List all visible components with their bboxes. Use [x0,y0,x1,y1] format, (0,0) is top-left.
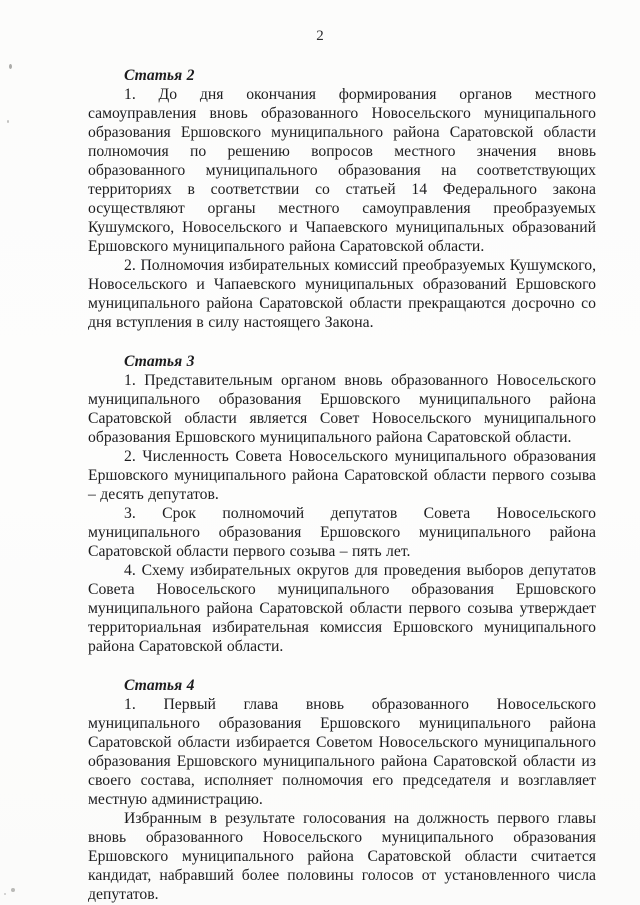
paragraph: 4. Схему избирательных округов для проведения выборов депутатов Совета Новосельского муниципального образования Ершовского муниципального района Саратовской области первого созыва утверждает территориальная избирательная комиссия Ершовского муниципального района Саратовской области. [88,562,596,655]
paragraph: 1. Представительным органом вновь образованного Новосельского муниципального образования Ершовского муниципального района Саратовской области является Совет Новосельского муниципального образования Ершовского муниципального района Саратовской области. [88,372,596,446]
scan-artifact [9,64,12,69]
document-content [88,66,596,904]
scan-artifact [7,120,9,123]
paragraph: 3. Срок полномочий депутатов Совета Новосельского муниципального образования Ершовского муниципального района Саратовской области первого созыва – пять лет. [88,505,596,560]
paragraph: 2. Полномочия избирательных комиссий преобразуемых Кушумского, Новосельского и Чапаевского муниципальных образований Ершовского муниципального района Саратовской области прекращаются досрочно со дня вступления в силу настоящего Закона. [88,257,596,331]
section-heading-article-2: Статья 2 [124,67,195,84]
paragraph: 1. Первый глава вновь образованного Новосельского муниципального образования Ершовского муниципального района Саратовской области избирается Советом Новосельского муниципального образования Ершовского муниципального района Саратовской области из своего состава, исполняет полномочия его председателя и возглавляет местную администрацию. [88,696,596,808]
scan-artifact [11,888,15,892]
paragraph: Избранным в результате голосования на должность первого главы вновь образованного Новосельского муниципального образования Ершовского муниципального района Саратовской области считается кандидат, набравший более половины голосов от установленного числа депутатов. [88,810,596,903]
paragraph: 2. Численность Совета Новосельского муниципального образования Ершовского муниципального района Саратовской области первого созыва – десять депутатов. [88,448,596,503]
paragraph: 1. До дня окончания формирования органов местного самоуправления вновь образованного Новосельского муниципального образования Ершовского муниципального района Саратовской области полномочия по решению вопросов местного значения вновь образованного муниципального образования на соответствующих территориях в соответствии со статьей 14 Федерального закона осуществляют органы местного самоуправления преобразуемых Кушумского, Новосельского и Чапаевского муниципальных образований Ершовского муниципального района Саратовской области. [88,86,596,255]
section-heading-article-3: Статья 3 [124,353,195,370]
section-heading-article-4: Статья 4 [124,677,195,694]
page-number: 2 [316,28,324,44]
scan-artifact [4,893,6,895]
